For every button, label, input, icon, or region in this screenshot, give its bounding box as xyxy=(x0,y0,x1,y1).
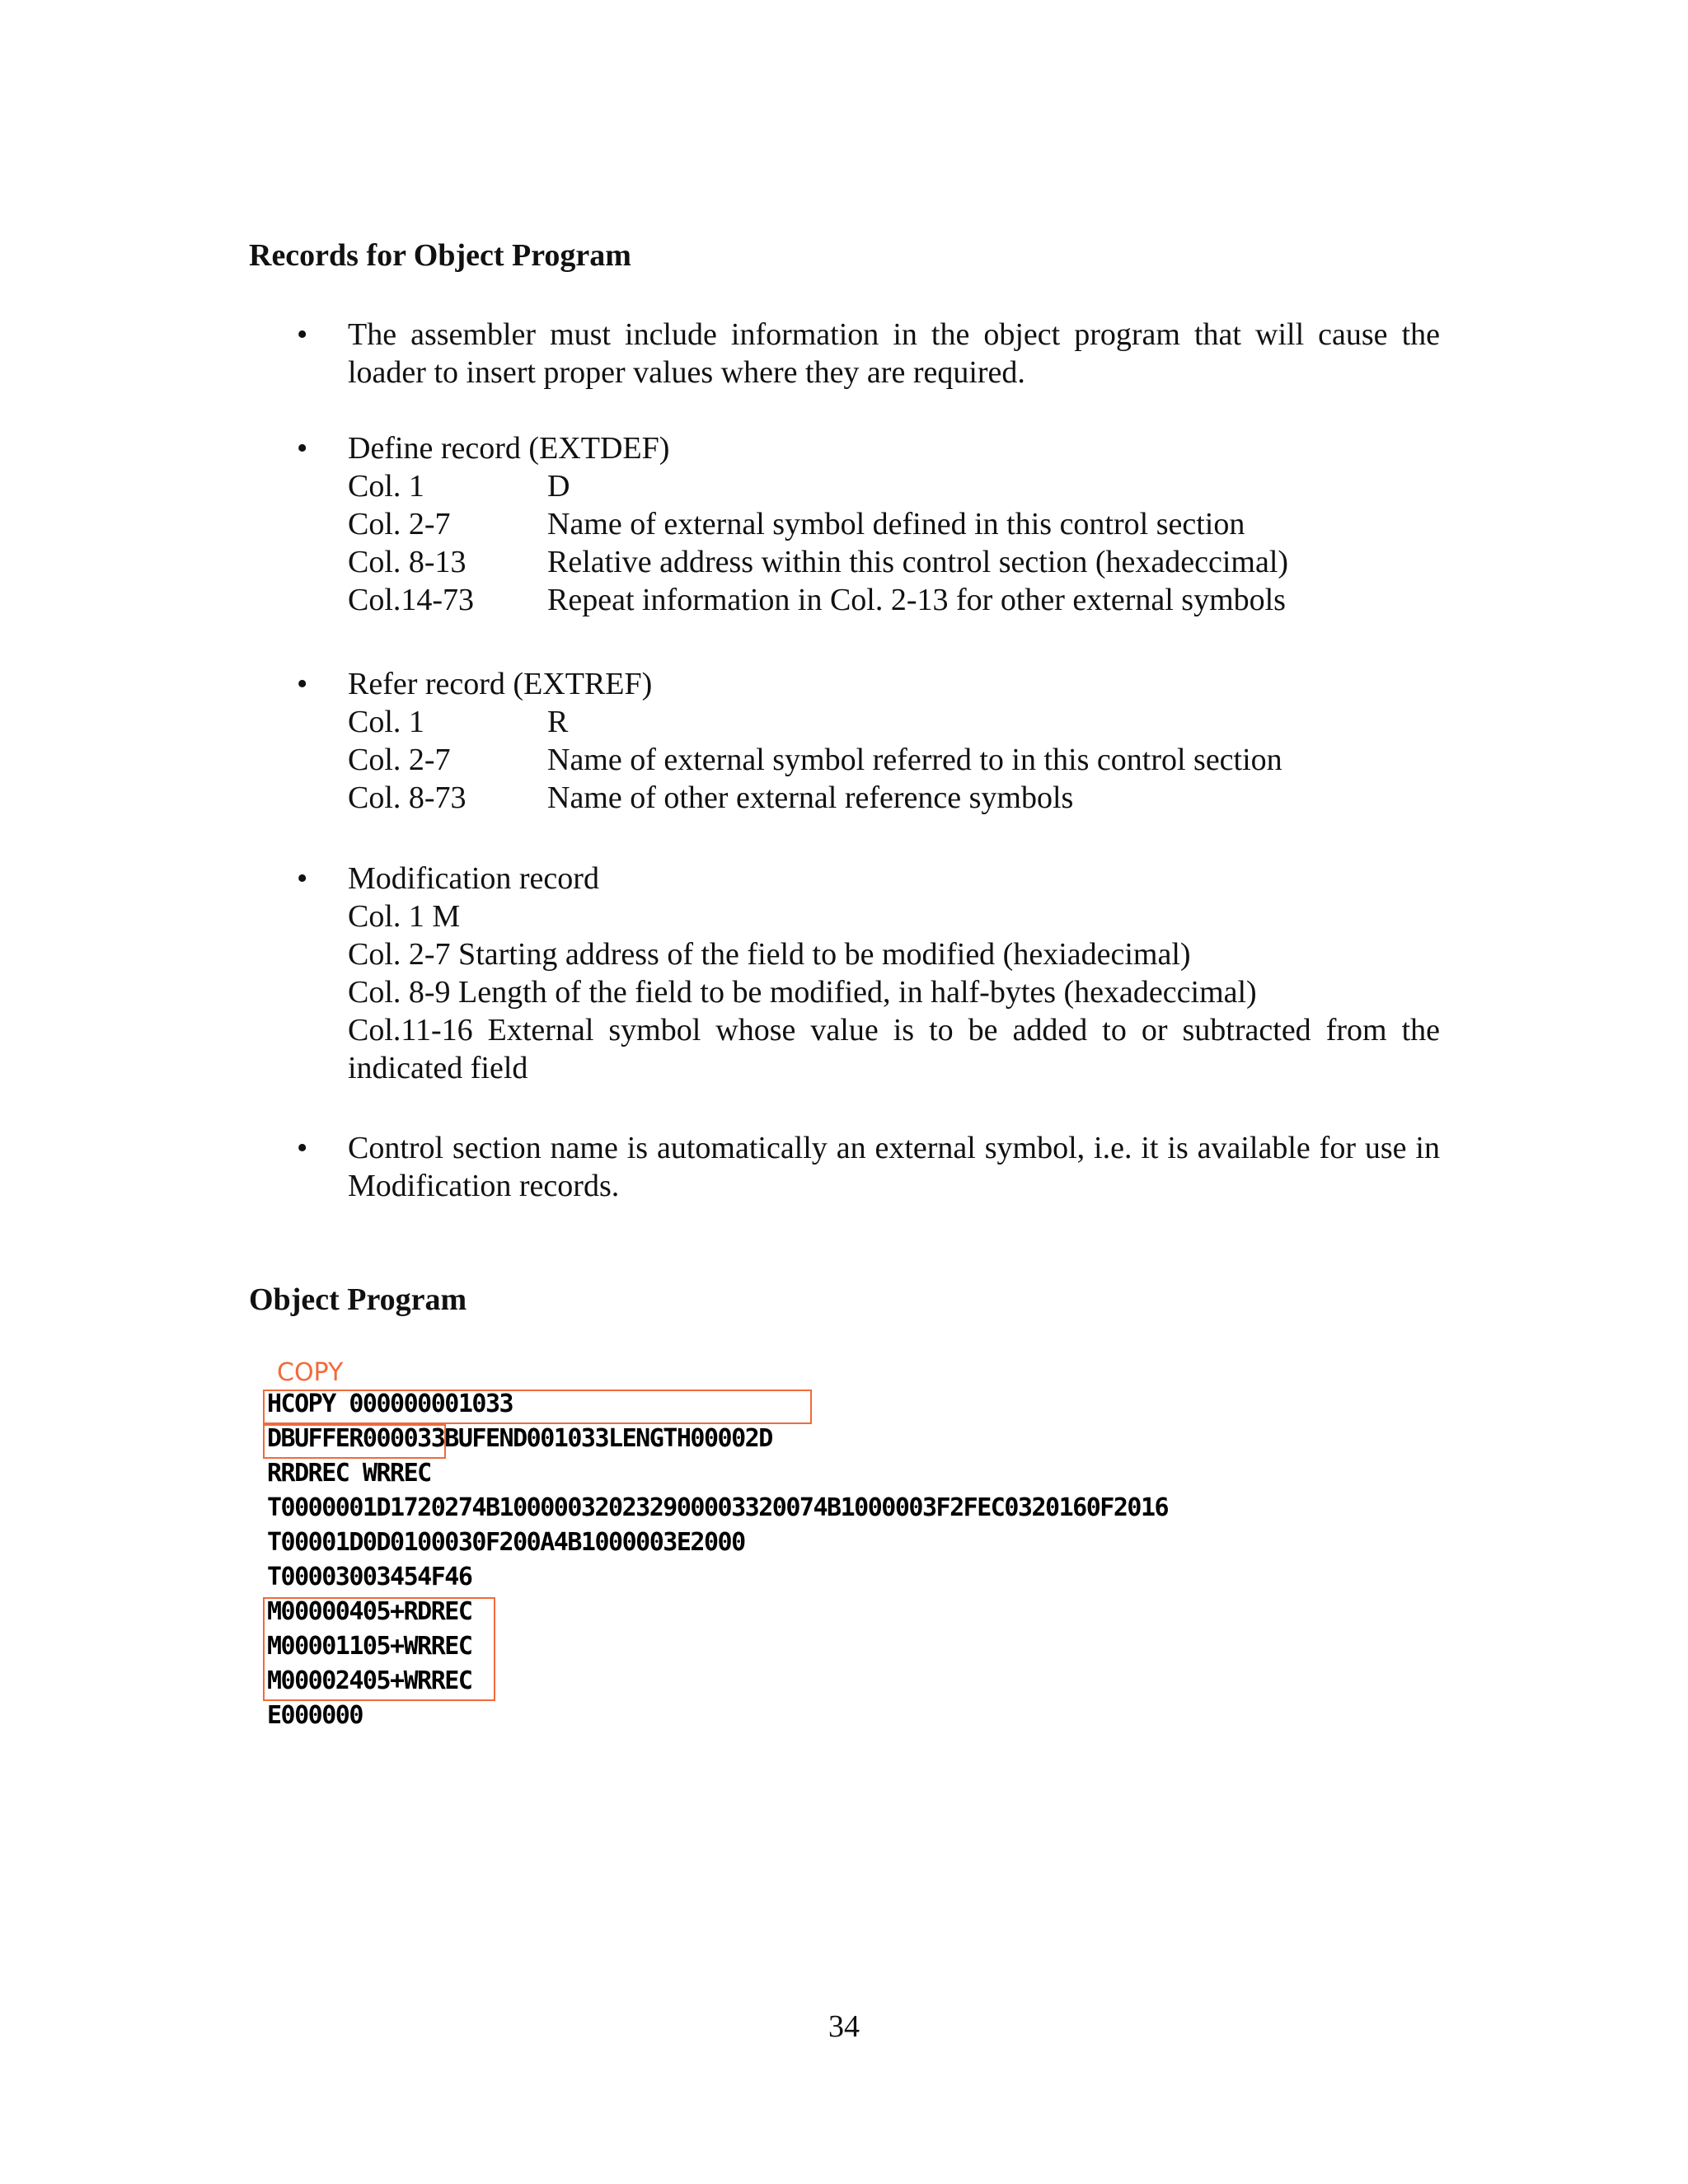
col-range: Col.14-73 xyxy=(348,583,475,617)
modification-record-title: Modification record xyxy=(348,861,599,896)
define-record-row xyxy=(348,543,1440,581)
col-description: Repeat information in Col. 2-13 for other external symbols xyxy=(547,583,1286,617)
refer-record: RRDREC WRREC xyxy=(267,1459,431,1488)
section-heading-object-program: Object Program xyxy=(249,1282,467,1317)
refer-record-block xyxy=(348,665,1440,817)
bullet-icon: • xyxy=(297,667,308,701)
col-description: Name of external symbol defined in this control section xyxy=(547,507,1245,541)
modification-record-line: Col. 8-9 Length of the field to be modified, in half-bytes (hexadeccimal) xyxy=(348,975,1257,1010)
modification-record-line: Col.11-16 External symbol whose value is to be added to or subtracted from the indicated field xyxy=(348,1013,1440,1085)
control-section-note: Control section name is automatically an external symbol, i.e. it is available for use in Modification records. xyxy=(348,1131,1440,1203)
col-range: Col. 2-7 xyxy=(348,507,451,541)
modification-record: M00001105+WRREC xyxy=(267,1632,472,1661)
object-program-listing xyxy=(260,1358,1291,1754)
modification-record-line: Col. 1 M xyxy=(348,899,461,934)
bullet-icon: • xyxy=(297,1131,308,1165)
text-record: T00001D0D0100030F200A4B1000003E2000 xyxy=(267,1528,745,1557)
col-description: Relative address within this control section (hexadeccimal) xyxy=(547,545,1289,579)
text-record: T00003003454F46 xyxy=(267,1563,472,1591)
modification-record-block xyxy=(348,860,1440,1087)
modification-records-highlight xyxy=(263,1597,495,1701)
col-description: R xyxy=(547,705,569,739)
refer-record-row xyxy=(348,741,1440,779)
define-record-row xyxy=(348,467,1440,505)
header-record: HCOPY 000000001033 xyxy=(267,1390,513,1418)
modification-record: M00002405+WRREC xyxy=(267,1666,472,1695)
define-record: DBUFFER000033BUFEND001033LENGTH00002D xyxy=(267,1424,772,1453)
bullet-icon: • xyxy=(297,317,308,352)
refer-record-row xyxy=(348,779,1440,817)
col-range: Col. 1 xyxy=(348,469,424,504)
define-record-block xyxy=(348,429,1440,619)
end-record: E000000 xyxy=(267,1701,363,1730)
program-label: COPY xyxy=(277,1358,344,1387)
define-record-title: Define record (EXTDEF) xyxy=(348,431,670,466)
refer-record-title: Refer record (EXTREF) xyxy=(348,667,653,701)
text-record: T0000001D1720274B100000320232900003320074B1000003F2FEC0320160F2016 xyxy=(267,1493,1169,1522)
col-range: Col. 1 xyxy=(348,705,424,739)
col-description: D xyxy=(547,469,570,504)
modification-record-line: Col. 2-7 Starting address of the field to be modified (hexiadecimal) xyxy=(348,937,1191,972)
intro-paragraph: The assembler must include information in the object program that will cause the loader to insert proper values where they are required. xyxy=(348,317,1440,390)
page-number: 34 xyxy=(828,2009,860,2044)
define-record-row xyxy=(348,505,1440,543)
col-range: Col. 2-7 xyxy=(348,743,451,777)
modification-record: M00000405+RDREC xyxy=(267,1597,472,1626)
section-heading-records: Records for Object Program xyxy=(249,238,631,273)
refer-record-row xyxy=(348,703,1440,741)
col-range: Col. 8-73 xyxy=(348,780,467,815)
col-description: Name of other external reference symbols xyxy=(547,780,1074,815)
define-record-row xyxy=(348,581,1440,619)
col-description: Name of external symbol referred to in this control section xyxy=(547,743,1282,777)
define-record-highlight xyxy=(263,1390,812,1424)
col-range: Col. 8-13 xyxy=(348,545,467,579)
refer-record-highlight xyxy=(263,1424,446,1459)
bullet-icon: • xyxy=(297,431,308,466)
bullet-icon: • xyxy=(297,861,308,896)
